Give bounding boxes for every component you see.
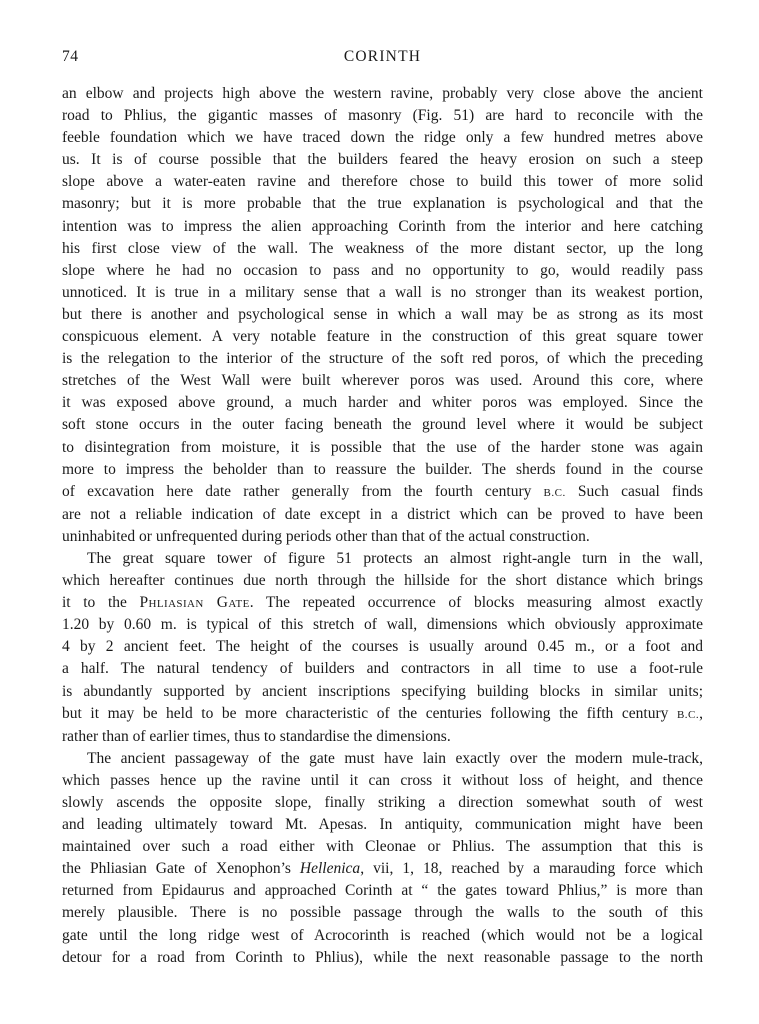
paragraph-1 [62,83,703,548]
text-line: it was exposed above ground, a much harder and whiter poros was employed. Since the [62,394,703,412]
text-line: maintained over such a road either with Cleonae or Phlius. The assumption that this is [62,838,703,856]
text-line: detour for a road from Corinth to Phlius), while the next reasonable passage to the north [62,948,703,966]
text-line: gate until the long ridge west of Acrocorinth is reached (which would not be a logical [62,926,703,944]
book-title: Hellenica [299,860,361,878]
text-line: and leading ultimately toward Mt. Apesas. In antiquity, communication might have been [62,816,703,834]
text-line: road to Phlius, the gigantic masses of masonry (Fig. 51) are hard to reconcile with the [62,107,703,125]
text-segment: . The repeated occurrence of blocks measuring almost exactly [249,594,703,612]
text-line: which passes hence up the ravine until it can cross it without loss of height, and thence [62,771,703,789]
text-line: his first close view of the wall. The weakness of the more distant sector, up the long [62,239,703,257]
body-text [62,83,703,969]
text-line: returned from Epidaurus and approached Corinth at “ the gates toward Phlius,” is more than [62,882,703,900]
text-line: are not a reliable indication of date except in a district which can be proved to have been [62,505,703,523]
text-segment: , [699,704,703,722]
text-line: The great square tower of figure 51 protects an almost right-angle turn in the wall, [87,549,703,567]
text-line: rather than of earlier times, thus to standardise the dimensions. [62,727,451,745]
era-abbreviation: B.C. [543,486,566,499]
text-line: to disintegration from moisture, it is possible that the use of the harder stone was again [62,438,703,456]
text-line: uninhabited or unfrequented during periods other than that of the actual construction. [62,527,590,545]
text-line [62,481,703,504]
text-line: is the relegation to the interior of the structure of the soft red poros, of which the preceding [62,350,703,368]
text-line: soft stone occurs in the outer facing beneath the ground level where it would be subject [62,416,703,434]
text-line: slope above a water-eaten ravine and therefore chose to build this tower of more solid [62,173,703,191]
text-segment: the Phliasian Gate of Xenophon’s [62,860,300,878]
text-line: conspicuous element. A very notable feature in the construction of this great square tower [62,328,703,346]
text-segment: Such casual finds [565,482,703,500]
text-line: stretches of the West Wall were built wherever poros was used. Around this core, where [62,372,703,390]
text-line: more to impress the beholder than to reassure the builder. The sherds found in the course [62,460,703,478]
chapter-title: CORINTH [343,48,422,65]
text-line: is abundantly supported by ancient inscriptions specifying building blocks in similar units; [62,682,703,700]
text-line: The ancient passageway of the gate must have lain exactly over the modern mule-track, [87,749,703,767]
text-segment: it to the [62,594,140,612]
text-line: slowly ascends the opposite slope, finally striking a direction somewhat south of west [62,794,703,811]
text-line: feeble foundation which we have traced down the ridge only a few hundred metres above [62,129,703,147]
text-line: a half. The natural tendency of builders and contractors in all time to use a foot-rule [62,660,703,678]
text-segment: , vii, 1, 18, reached by a marauding force which [360,860,703,878]
page-number: 74 [62,48,79,65]
text-line [62,592,703,614]
running-head [62,48,703,72]
text-line: an elbow and projects high above the western ravine, probably very close above the ancient [62,85,703,102]
text-line: which hereafter continues due north through the hillside for the short distance which brings [62,572,703,590]
text-line: merely plausible. There is no possible passage through the walls to the south of this [62,904,703,922]
text-line [62,703,703,726]
text-line: intention was to impress the alien approaching Corinth from the interior and here catching [62,217,703,235]
text-line: 4 by 2 ancient feet. The height of the courses is usually around 0.45 m., or a foot and [62,638,703,656]
paragraph-3 [62,748,703,969]
text-line: 1.20 by 0.60 m. is typical of this stretch of wall, dimensions which obviously approximate [62,616,703,634]
text-line: us. It is of course possible that the builders feared the heavy erosion on such a steep [62,151,703,169]
book-page [62,48,703,969]
text-line: unnoticed. It is true in a military sense that a wall is no stronger than its weakest portion, [62,283,703,301]
gate-name: Phliasian Gate [139,594,250,612]
text-segment: but it may be held to be more characteristic of the centuries following the fifth century [62,704,677,722]
text-segment: of excavation here date rather generally from the fourth century [62,482,544,500]
text-line: slope where he had no occasion to pass and no opportunity to go, would readily pass [62,261,703,279]
paragraph-2 [62,548,703,748]
text-line [62,858,703,880]
text-line: masonry; but it is more probable that the true explanation is psychological and that the [62,195,703,213]
text-line: but there is another and psychological sense in which a wall may be as strong as its most [62,305,703,323]
era-abbreviation: B.C. [676,708,700,721]
